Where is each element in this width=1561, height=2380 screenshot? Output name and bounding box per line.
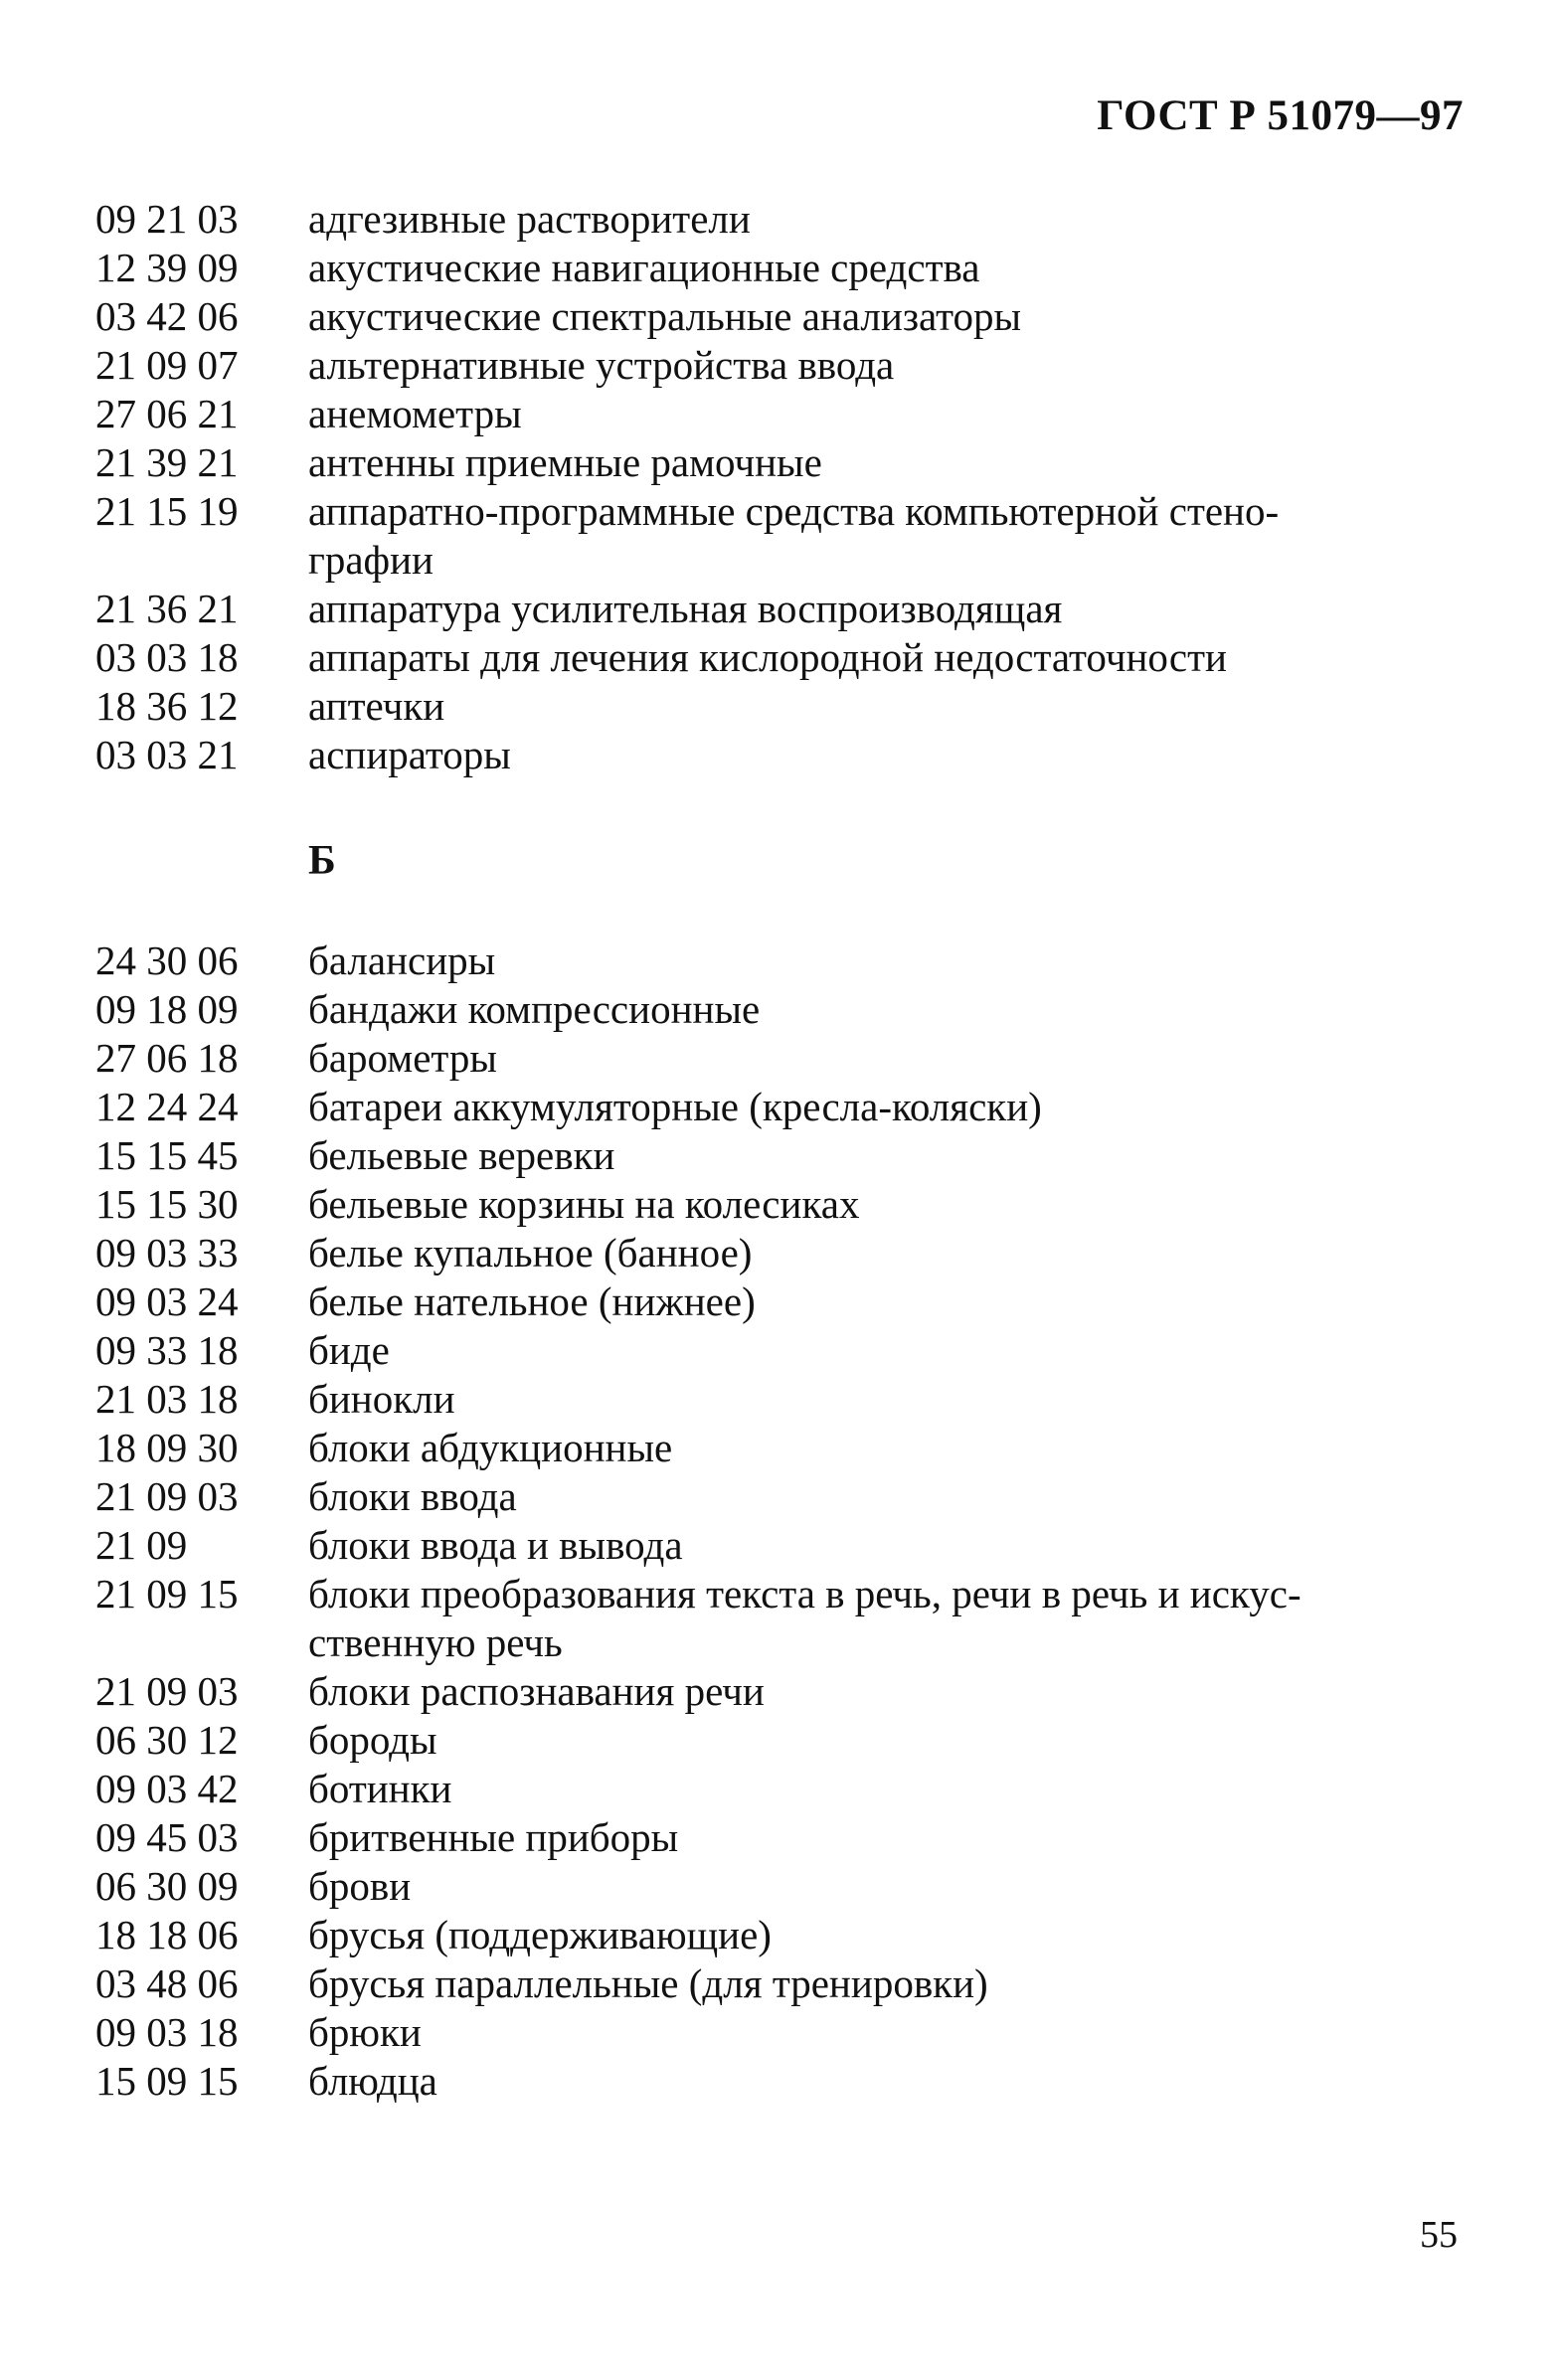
entry-code: 21 09 15 (95, 1571, 239, 1616)
list-item (95, 438, 1468, 487)
entry-term: белье купальное (банное) (308, 1230, 753, 1275)
entry-term: брусья (поддерживающие) (308, 1912, 772, 1957)
entry-code: 15 15 30 (95, 1181, 239, 1227)
list-item (95, 1326, 1468, 1375)
list-item (95, 585, 1468, 633)
entry-term: бритвенные приборы (308, 1814, 679, 1860)
entry-code: 18 18 06 (95, 1912, 239, 1957)
entry-code: 18 09 30 (95, 1425, 239, 1470)
entry-code: 09 03 24 (95, 1278, 239, 1324)
entry-term: бандажи компрессионные (308, 986, 761, 1032)
list-item-continuation (95, 1618, 1468, 1667)
entry-code: 24 30 06 (95, 937, 239, 983)
entry-code: 03 03 18 (95, 634, 239, 680)
list-item (95, 731, 1468, 779)
entry-code: 09 03 42 (95, 1766, 239, 1811)
list-item (95, 633, 1468, 682)
entry-code: 09 03 33 (95, 1230, 239, 1275)
entry-term: аппараты для лечения кислородной недостаточности (308, 634, 1227, 680)
entry-code: 12 39 09 (95, 245, 239, 290)
entry-code: 03 48 06 (95, 1960, 239, 2006)
entry-code: 15 09 15 (95, 2058, 239, 2104)
list-item (95, 1765, 1468, 1813)
entry-code: 21 36 21 (95, 586, 239, 631)
entry-term: блюдца (308, 2058, 437, 2104)
entry-code: 06 30 12 (95, 1717, 239, 1763)
entry-code: 18 36 12 (95, 683, 239, 729)
entry-term: блоки ввода и вывода (308, 1522, 683, 1568)
entry-code: 09 03 18 (95, 2009, 239, 2055)
entry-term: бельевые корзины на колесиках (308, 1181, 860, 1227)
list-item (95, 682, 1468, 731)
entry-term-continuation: графии (308, 537, 434, 583)
list-item (95, 390, 1468, 438)
list-item (95, 985, 1468, 1034)
list-item (95, 1813, 1468, 1862)
entry-term: аппаратура усилительная воспроизводящая (308, 586, 1063, 631)
list-item (95, 1277, 1468, 1326)
entry-code: 03 03 21 (95, 732, 239, 777)
list-item (95, 1083, 1468, 1131)
list-item (95, 936, 1468, 985)
list-item (95, 1229, 1468, 1277)
entry-term: антенны приемные рамочные (308, 439, 822, 485)
list-item (95, 2057, 1468, 2106)
entry-term: ботинки (308, 1766, 452, 1811)
entry-term: бельевые веревки (308, 1132, 615, 1178)
entry-code: 09 21 03 (95, 196, 239, 242)
page-number: 55 (1420, 2214, 1458, 2256)
list-item (95, 341, 1468, 390)
entry-term: балансиры (308, 937, 496, 983)
section-heading-b: Б (308, 838, 336, 884)
list-item (95, 1667, 1468, 1716)
entry-term: аппаратно-программные средства компьютерной стено- (308, 488, 1280, 534)
list-item-continuation (95, 536, 1468, 585)
entry-code: 21 15 19 (95, 488, 239, 534)
entry-code: 21 09 (95, 1522, 188, 1568)
list-item (95, 244, 1468, 292)
list-item (95, 2008, 1468, 2057)
list-item (95, 1375, 1468, 1424)
list-item (95, 1521, 1468, 1570)
entry-term: биде (308, 1327, 390, 1373)
list-item (95, 1472, 1468, 1521)
entry-code: 03 42 06 (95, 293, 239, 339)
entry-term: брюки (308, 2009, 422, 2055)
entry-term: акустические спектральные анализаторы (308, 293, 1022, 339)
section-b-list (95, 936, 1468, 2106)
entry-term: адгезивные растворители (308, 196, 751, 242)
entry-term: альтернативные устройства ввода (308, 342, 895, 388)
entry-term: брусья параллельные (для тренировки) (308, 1960, 988, 2006)
entry-code: 27 06 18 (95, 1035, 239, 1081)
entry-term: батареи аккумуляторные (кресла-коляски) (308, 1084, 1042, 1129)
entry-code: 06 30 09 (95, 1863, 239, 1909)
entry-code: 09 18 09 (95, 986, 239, 1032)
entry-code: 21 03 18 (95, 1376, 239, 1422)
entry-code: 27 06 21 (95, 391, 239, 436)
section-a-list (95, 195, 1468, 779)
entry-code: 09 33 18 (95, 1327, 239, 1373)
entry-term: акустические навигационные средства (308, 245, 980, 290)
list-item (95, 1862, 1468, 1911)
entry-term: аптечки (308, 683, 445, 729)
list-item (95, 1959, 1468, 2008)
list-item (95, 1034, 1468, 1083)
entry-term: аспираторы (308, 732, 511, 777)
entry-code: 09 45 03 (95, 1814, 239, 1860)
list-item (95, 1424, 1468, 1472)
entry-code: 21 09 03 (95, 1668, 239, 1714)
list-item (95, 1716, 1468, 1765)
entry-term: блоки абдукционные (308, 1425, 673, 1470)
entry-code: 21 09 07 (95, 342, 239, 388)
list-item (95, 292, 1468, 341)
entry-term: блоки ввода (308, 1473, 517, 1519)
document-header: ГОСТ Р 51079—97 (1097, 92, 1464, 139)
list-item (95, 1131, 1468, 1180)
entry-code: 12 24 24 (95, 1084, 239, 1129)
entry-code: 21 09 03 (95, 1473, 239, 1519)
list-item (95, 1180, 1468, 1229)
entry-term: анемометры (308, 391, 522, 436)
entry-term: барометры (308, 1035, 497, 1081)
entry-code: 15 15 45 (95, 1132, 239, 1178)
list-item (95, 1570, 1468, 1618)
entry-term: бинокли (308, 1376, 455, 1422)
entry-term: блоки распознавания речи (308, 1668, 765, 1714)
list-item (95, 1911, 1468, 1959)
entry-term: брови (308, 1863, 412, 1909)
entry-term-continuation: ственную речь (308, 1619, 563, 1665)
entry-term: блоки преобразования текста в речь, речи в речь и искус- (308, 1571, 1301, 1616)
entry-term: белье нательное (нижнее) (308, 1278, 756, 1324)
list-item (95, 195, 1468, 244)
list-item (95, 487, 1468, 536)
entry-term: бороды (308, 1717, 437, 1763)
entry-code: 21 39 21 (95, 439, 239, 485)
